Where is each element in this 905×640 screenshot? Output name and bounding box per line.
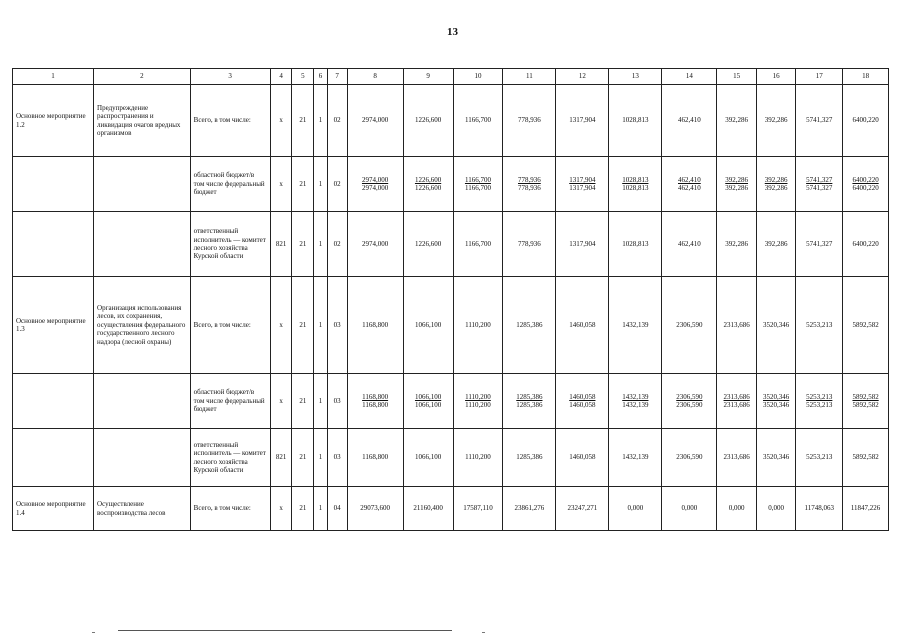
value-cell	[556, 212, 609, 277]
column-header: 7	[327, 69, 347, 85]
value-line: 29073,600	[360, 504, 390, 513]
value-line: 2313,686	[723, 401, 750, 409]
column-header: 9	[403, 69, 453, 85]
value-line: 0,000	[681, 504, 698, 513]
value-line: 1285,386	[516, 401, 543, 409]
code-cell: 03	[327, 374, 347, 429]
value-cell	[662, 429, 717, 487]
value-cell	[717, 487, 756, 531]
margin-mark	[92, 632, 95, 633]
value-cell	[717, 157, 756, 212]
value-cell	[662, 487, 717, 531]
code-cell: 1	[314, 212, 328, 277]
column-header: 13	[609, 69, 662, 85]
value-cell	[609, 277, 662, 374]
value-cell	[796, 374, 843, 429]
code-cell: 21	[292, 277, 314, 374]
value-cell	[662, 277, 717, 374]
value-cell	[843, 212, 889, 277]
value-cell	[347, 85, 403, 157]
value-cell	[796, 157, 843, 212]
value-cell	[843, 374, 889, 429]
value-cell	[756, 429, 795, 487]
value-line: 5892,582	[852, 392, 879, 401]
value-cell	[843, 85, 889, 157]
code-cell: 1	[314, 487, 328, 531]
value-line: 5741,327	[806, 184, 833, 192]
code-cell: 821	[270, 429, 292, 487]
value-cell	[717, 374, 756, 429]
code-cell: 1	[314, 429, 328, 487]
value-cell	[403, 85, 453, 157]
value-line: 5253,213	[806, 320, 833, 329]
column-header: 15	[717, 69, 756, 85]
value-line: 21160,400	[413, 504, 443, 513]
value-cell	[609, 85, 662, 157]
value-line: 2313,686	[723, 392, 750, 401]
value-line: 5253,213	[806, 392, 833, 401]
value-line: 2306,590	[676, 320, 703, 329]
value-line: 23861,276	[514, 504, 545, 513]
value-cell	[662, 374, 717, 429]
value-line: 1226,600	[414, 184, 442, 192]
value-cell	[453, 277, 503, 374]
value-line: 778,936	[518, 116, 541, 125]
value-line: 392,286	[764, 239, 788, 248]
value-cell	[403, 157, 453, 212]
table-row	[13, 157, 889, 212]
value-line: 6400,220	[852, 175, 879, 184]
value-line: 1168,800	[362, 453, 389, 462]
value-cell	[347, 277, 403, 374]
value-cell	[503, 277, 556, 374]
value-line: 1166,700	[464, 116, 491, 125]
value-cell	[843, 487, 889, 531]
value-line: 1460,058	[569, 392, 596, 401]
value-line: 1317,904	[569, 184, 596, 192]
value-line: 2306,590	[676, 392, 703, 401]
value-line: 1317,904	[569, 175, 596, 184]
value-cell	[843, 277, 889, 374]
code-cell: 1	[314, 157, 328, 212]
value-cell	[347, 374, 403, 429]
measure-name-cell: Организация использования лесов, их сохранения, осуществления федерального государственного лесного надзора (лесной охраны)	[94, 277, 191, 374]
value-line: 778,936	[518, 184, 541, 192]
code-cell: 03	[327, 429, 347, 487]
table-row	[13, 429, 889, 487]
column-header: 11	[503, 69, 556, 85]
value-cell	[503, 429, 556, 487]
code-cell: 21	[292, 157, 314, 212]
value-line: 2313,686	[723, 453, 750, 462]
column-header: 5	[292, 69, 314, 85]
value-line: 2974,000	[361, 184, 389, 192]
column-header: 6	[314, 69, 328, 85]
value-line: 462,410	[678, 175, 701, 184]
value-cell	[403, 212, 453, 277]
measure-name-cell: Осуществление воспроизводства лесов	[94, 487, 191, 531]
value-line: 5253,213	[806, 453, 833, 462]
value-cell	[717, 429, 756, 487]
value-line: 1168,800	[362, 401, 389, 409]
column-header: 8	[347, 69, 403, 85]
funding-source-cell: Всего, в том числе:	[190, 487, 270, 531]
value-line: 1110,200	[465, 453, 491, 462]
value-cell	[403, 374, 453, 429]
measure-name-cell	[94, 157, 191, 212]
value-line: 2974,000	[361, 239, 389, 248]
measure-cell: Основное мероприятие 1.3	[13, 277, 94, 374]
value-line: 1110,200	[465, 401, 491, 409]
value-cell	[609, 487, 662, 531]
column-header: 4	[270, 69, 292, 85]
value-cell	[503, 374, 556, 429]
code-cell: 821	[270, 212, 292, 277]
value-line: 1432,139	[622, 453, 649, 462]
measure-cell	[13, 374, 94, 429]
value-line: 1317,904	[569, 116, 596, 125]
code-cell: 04	[327, 487, 347, 531]
value-cell	[347, 212, 403, 277]
value-cell	[717, 277, 756, 374]
value-line: 462,410	[678, 184, 701, 192]
value-line: 0,000	[768, 504, 784, 513]
value-cell	[556, 487, 609, 531]
value-cell	[756, 374, 795, 429]
code-cell: х	[270, 487, 292, 531]
value-line: 462,410	[678, 116, 701, 125]
measure-name-cell	[94, 429, 191, 487]
column-header: 10	[453, 69, 503, 85]
column-header: 17	[796, 69, 843, 85]
code-cell: 21	[292, 429, 314, 487]
value-cell	[756, 277, 795, 374]
value-line: 5253,213	[806, 401, 833, 409]
value-cell	[453, 85, 503, 157]
value-line: 1028,813	[622, 239, 649, 248]
value-line: 392,286	[764, 175, 788, 184]
value-cell	[556, 85, 609, 157]
value-line: 2974,000	[361, 116, 389, 125]
value-line: 1285,386	[516, 320, 543, 329]
value-cell	[796, 212, 843, 277]
value-cell	[503, 212, 556, 277]
value-cell	[796, 85, 843, 157]
header-row	[13, 69, 889, 85]
code-cell: х	[270, 157, 292, 212]
value-line: 392,286	[764, 184, 788, 192]
value-line: 5892,582	[852, 453, 879, 462]
value-line: 1028,813	[622, 116, 649, 125]
value-line: 1066,100	[414, 453, 442, 462]
value-line: 1226,600	[414, 239, 442, 248]
value-cell	[453, 487, 503, 531]
value-cell	[662, 157, 717, 212]
value-cell	[403, 277, 453, 374]
value-cell	[453, 212, 503, 277]
value-line: 1028,813	[622, 184, 649, 192]
measure-name-cell: Предупреждение распространения и ликвидация очагов вредных организмов	[94, 85, 191, 157]
value-cell	[556, 277, 609, 374]
column-header: 18	[843, 69, 889, 85]
value-line: 1110,200	[465, 320, 491, 329]
page-number: 13	[447, 26, 458, 38]
value-line: 11847,226	[850, 504, 881, 513]
code-cell: 02	[327, 85, 347, 157]
measure-cell	[13, 212, 94, 277]
value-cell	[843, 157, 889, 212]
code-cell: х	[270, 277, 292, 374]
margin-mark	[482, 632, 485, 633]
table-row	[13, 212, 889, 277]
value-line: 2974,000	[361, 175, 389, 184]
value-line: 1168,800	[362, 320, 389, 329]
value-cell	[796, 487, 843, 531]
value-line: 0,000	[728, 504, 745, 513]
value-cell	[756, 157, 795, 212]
value-line: 1066,100	[414, 320, 442, 329]
column-header: 2	[94, 69, 191, 85]
value-line: 778,936	[518, 175, 541, 184]
table-row	[13, 85, 889, 157]
value-line: 1317,904	[569, 239, 596, 248]
value-line: 462,410	[678, 239, 701, 248]
value-line: 5892,582	[852, 401, 879, 409]
code-cell: 21	[292, 212, 314, 277]
value-line: 778,936	[518, 239, 541, 248]
value-line: 3520,346	[763, 401, 790, 409]
value-line: 0,000	[627, 504, 644, 513]
value-cell	[756, 212, 795, 277]
value-cell	[403, 487, 453, 531]
measure-cell	[13, 157, 94, 212]
value-cell	[756, 487, 795, 531]
value-cell	[556, 374, 609, 429]
funding-source-cell: ответственный исполнитель — комитет лесного хозяйства Курской области	[190, 212, 270, 277]
column-header: 3	[190, 69, 270, 85]
funding-source-cell: областной бюджет/в том числе федеральный бюджет	[190, 374, 270, 429]
value-line: 2306,590	[676, 453, 703, 462]
value-line: 3520,346	[763, 392, 790, 401]
funding-source-cell: ответственный исполнитель — комитет лесного хозяйства Курской области	[190, 429, 270, 487]
measure-name-cell	[94, 374, 191, 429]
value-line: 1432,139	[622, 401, 649, 409]
value-line: 6400,220	[852, 116, 879, 125]
value-line: 3520,346	[763, 453, 790, 462]
value-cell	[717, 212, 756, 277]
value-cell	[503, 157, 556, 212]
value-cell	[403, 429, 453, 487]
value-line: 1066,100	[414, 392, 442, 401]
value-line: 392,286	[725, 184, 749, 192]
code-cell: 21	[292, 374, 314, 429]
value-cell	[796, 429, 843, 487]
value-line: 392,286	[725, 116, 749, 125]
code-cell: 1	[314, 85, 328, 157]
value-line: 1460,058	[569, 401, 596, 409]
value-line: 1226,600	[414, 116, 442, 125]
measure-name-cell	[94, 212, 191, 277]
value-cell	[662, 85, 717, 157]
value-line: 1066,100	[414, 401, 442, 409]
code-cell: 1	[314, 277, 328, 374]
value-line: 1028,813	[622, 175, 649, 184]
value-line: 3520,346	[763, 320, 790, 329]
code-cell: 02	[327, 157, 347, 212]
value-line: 1166,700	[464, 184, 491, 192]
value-cell	[503, 487, 556, 531]
value-cell	[662, 212, 717, 277]
value-cell	[609, 374, 662, 429]
value-cell	[453, 429, 503, 487]
value-line: 1460,058	[569, 453, 596, 462]
code-cell: 02	[327, 212, 347, 277]
value-line: 2313,686	[723, 320, 750, 329]
code-cell: 21	[292, 487, 314, 531]
value-line: 392,286	[764, 116, 788, 125]
value-line: 11748,063	[804, 504, 834, 513]
value-cell	[453, 157, 503, 212]
value-line: 5892,582	[852, 320, 879, 329]
value-line: 1432,139	[622, 392, 649, 401]
value-cell	[503, 85, 556, 157]
table-row	[13, 374, 889, 429]
value-line: 2306,590	[676, 401, 703, 409]
code-cell: х	[270, 374, 292, 429]
value-line: 1285,386	[516, 453, 543, 462]
value-line: 1226,600	[414, 175, 442, 184]
value-line: 17587,110	[463, 504, 493, 513]
code-cell: 21	[292, 85, 314, 157]
value-cell	[556, 157, 609, 212]
value-cell	[609, 429, 662, 487]
column-header: 12	[556, 69, 609, 85]
value-line: 392,286	[725, 239, 749, 248]
value-cell	[347, 487, 403, 531]
value-line: 1285,386	[516, 392, 543, 401]
table-row	[13, 277, 889, 374]
measure-cell: Основное мероприятие 1.4	[13, 487, 94, 531]
column-header: 16	[756, 69, 795, 85]
value-cell	[717, 85, 756, 157]
value-cell	[756, 85, 795, 157]
value-line: 1166,700	[464, 239, 491, 248]
value-cell	[796, 277, 843, 374]
measure-cell: Основное мероприятие 1.2	[13, 85, 94, 157]
value-line: 5741,327	[806, 175, 833, 184]
table-row	[13, 487, 889, 531]
value-line: 1166,700	[464, 175, 491, 184]
measure-cell	[13, 429, 94, 487]
value-cell	[843, 429, 889, 487]
value-cell	[556, 429, 609, 487]
code-cell: х	[270, 85, 292, 157]
code-cell: 03	[327, 277, 347, 374]
column-header: 14	[662, 69, 717, 85]
footer-rule	[118, 630, 452, 631]
column-header: 1	[13, 69, 94, 85]
table-body	[13, 85, 889, 531]
value-line: 5741,327	[806, 239, 833, 248]
value-line: 6400,220	[852, 239, 879, 248]
value-line: 6400,220	[852, 184, 879, 192]
value-cell	[453, 374, 503, 429]
value-line: 5741,327	[806, 116, 833, 125]
funding-source-cell: Всего, в том числе:	[190, 277, 270, 374]
value-line: 1110,200	[465, 392, 491, 401]
value-line: 1460,058	[569, 320, 596, 329]
funding-source-cell: Всего, в том числе:	[190, 85, 270, 157]
value-cell	[347, 157, 403, 212]
value-line: 392,286	[725, 175, 749, 184]
budget-table	[12, 68, 889, 531]
value-cell	[609, 212, 662, 277]
value-line: 1432,139	[622, 320, 649, 329]
value-cell	[609, 157, 662, 212]
value-cell	[347, 429, 403, 487]
code-cell: 1	[314, 374, 328, 429]
value-line: 1168,800	[362, 392, 389, 401]
funding-source-cell: областной бюджет/в том числе федеральный бюджет	[190, 157, 270, 212]
value-line: 23247,271	[567, 504, 598, 513]
